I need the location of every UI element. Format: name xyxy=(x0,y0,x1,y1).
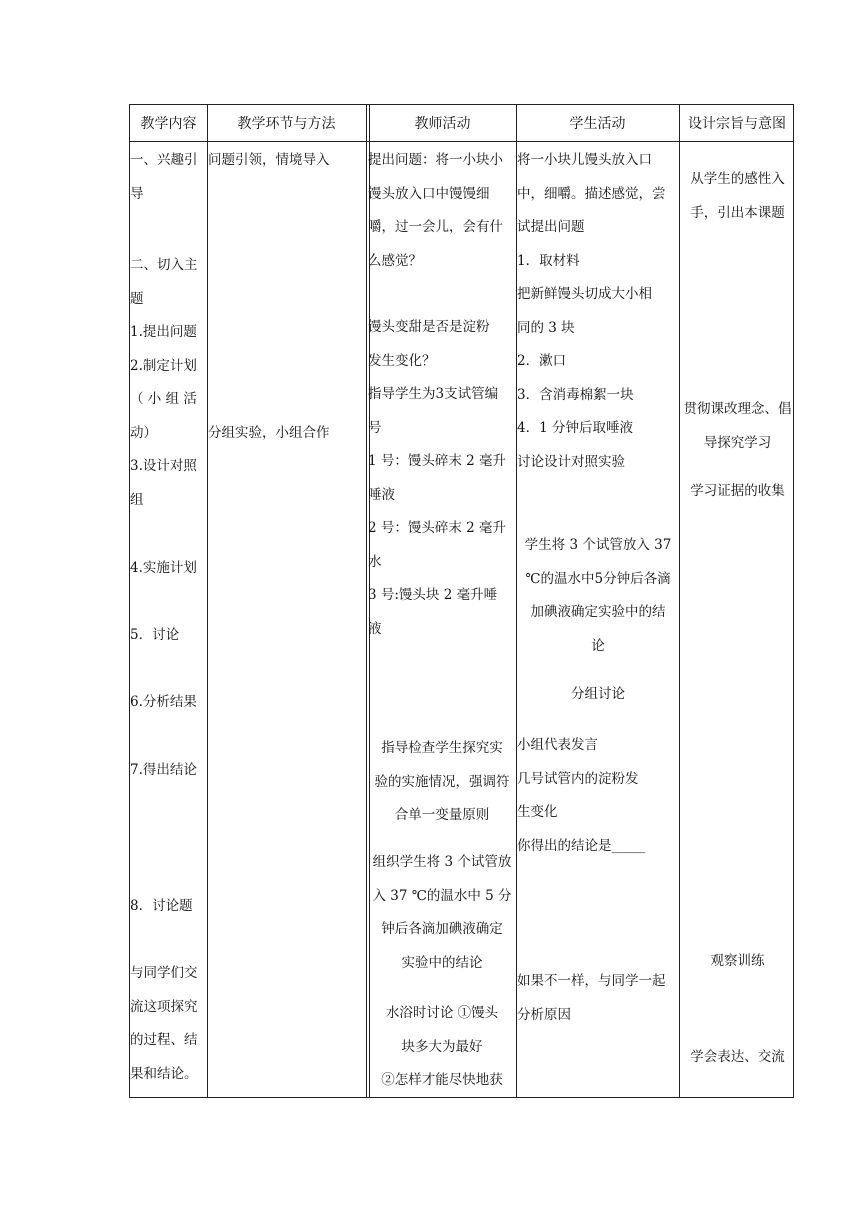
teacher-line: ②怎样才能尽快地获 xyxy=(381,1072,503,1088)
method-line: 分组实验，小组合作 xyxy=(208,425,330,441)
content-line: 3.设计对照 xyxy=(130,458,197,474)
intent-line: 手，引出本课题 xyxy=(690,204,785,221)
content-line: 与同学们交 xyxy=(130,965,198,981)
content-step xyxy=(130,552,206,586)
content-line: （ 小 组 活 xyxy=(130,391,197,407)
student-line: 中，细嚼。描述感觉，尝 xyxy=(517,185,666,202)
teacher-line: 水 xyxy=(368,553,382,570)
student-line: 学生将 3 个试管放入 37 xyxy=(524,537,672,553)
intent-line: 贯彻课改理念、倡 xyxy=(683,401,792,417)
student-line: 分析原因 xyxy=(517,1006,571,1023)
student-line: ℃的温水中5分钟后各滴 xyxy=(525,570,671,587)
content-step xyxy=(130,890,206,924)
content-line: 6.分析结果 xyxy=(130,694,197,710)
student-line: 分组讨论 xyxy=(571,686,625,702)
method-line: 问题引领，情境导入 xyxy=(208,152,330,168)
content-line: 4.实施计划 xyxy=(130,560,197,576)
student-line: 将一小块儿馒头放入口 xyxy=(517,152,652,168)
method-group xyxy=(208,417,366,451)
content-line: 5．讨论 xyxy=(130,627,180,643)
column-divider xyxy=(366,105,367,1097)
method-intro xyxy=(208,144,366,178)
student-line: 2．漱口 xyxy=(517,353,567,369)
intent-line: 导探究学习 xyxy=(703,434,772,451)
content-line: 组 xyxy=(130,491,144,508)
teacher-line: 水浴时讨论 ①馒头 xyxy=(385,1005,499,1021)
student-line: 加碘液确定实验中的结 xyxy=(530,604,666,620)
content-line: 导 xyxy=(130,185,144,202)
student-line: 同的 3 块 xyxy=(517,319,575,336)
header-method: 教学环节与方法 xyxy=(237,116,336,132)
content-step xyxy=(130,619,206,653)
student-steps xyxy=(517,144,679,479)
content-line: 7.得出结论 xyxy=(130,762,197,778)
student-line: 几号试管内的淀粉发 xyxy=(517,770,639,787)
intent-observation xyxy=(680,945,795,979)
teacher-line: 合单一变量原则 xyxy=(394,807,490,823)
teacher-line: 块多大为最好 xyxy=(401,1038,483,1055)
teacher-line: 号 xyxy=(368,419,382,436)
student-line: 1．取材料 xyxy=(517,252,580,269)
student-line: 4．1 分钟后取唾液 xyxy=(517,420,633,436)
intent-intro xyxy=(680,163,795,230)
student-experiment xyxy=(517,529,679,663)
header-intent: 设计宗旨与意图 xyxy=(688,116,786,132)
student-line: 你得出的结论是_____ xyxy=(517,837,646,854)
teacher-line: 实验中的结论 xyxy=(401,954,483,971)
teacher-question xyxy=(368,144,516,278)
student-line: 小组代表发言 xyxy=(517,737,598,753)
teacher-line: 入 37 ℃的温水中 5 分 xyxy=(372,887,512,904)
teacher-guidance xyxy=(368,311,516,646)
intent-inquiry xyxy=(680,393,795,460)
student-analysis xyxy=(517,965,679,1032)
teacher-line: 组织学生将 3 个试管放 xyxy=(372,854,512,870)
student-line: 试提出问题 xyxy=(517,219,585,235)
teacher-line: 验的实施情况，强调符 xyxy=(374,773,510,790)
teacher-line: 指导学生为3支试管编 xyxy=(368,386,499,402)
content-line: 题 xyxy=(130,290,144,307)
intent-expression xyxy=(680,1041,795,1075)
student-line: 如果不一样，与同学一起 xyxy=(517,973,666,989)
header-student: 学生活动 xyxy=(569,116,626,132)
teacher-line: 馒头放入口中馒馒细 xyxy=(368,185,490,202)
teacher-line: 指导检查学生探究实 xyxy=(381,740,503,756)
student-line: 3．含消毒棉絮一块 xyxy=(517,386,634,403)
teacher-line: 嚼，过一会儿，会有什 xyxy=(368,219,503,235)
teacher-check xyxy=(368,732,516,833)
content-closing xyxy=(130,957,206,1091)
teacher-line: 发生变化？ xyxy=(368,352,436,369)
content-line: 一、兴趣引 xyxy=(130,152,198,168)
intent-line: 从学生的感性入 xyxy=(690,171,785,187)
intent-line: 学习证据的收集 xyxy=(690,483,785,499)
teacher-line: 唾液 xyxy=(368,486,395,503)
teacher-discussion xyxy=(368,997,516,1098)
lesson-plan-table xyxy=(129,104,794,1098)
student-line: 论 xyxy=(591,637,605,654)
content-line: 二、切入主 xyxy=(130,257,198,273)
intent-line: 观察训练 xyxy=(710,953,765,969)
content-line: 动） xyxy=(130,424,157,441)
intent-evidence xyxy=(680,475,795,509)
content-line: 8．讨论题 xyxy=(130,898,193,914)
header-divider xyxy=(130,141,793,142)
teacher-line: 提出问题：将一小块小 xyxy=(368,152,503,168)
header-teacher: 教师活动 xyxy=(414,116,471,132)
column-divider xyxy=(207,105,208,1097)
teacher-line: 3 号:馒头块 2 毫升唾 xyxy=(368,587,498,603)
content-line: 的过程、结 xyxy=(130,1032,198,1048)
content-line: 流这项探究 xyxy=(130,998,198,1015)
content-main xyxy=(130,249,206,517)
content-line: 果和结论。 xyxy=(130,1065,198,1082)
student-line: 把新鲜馒头切成大小相 xyxy=(517,286,652,302)
content-line: 2.制定计划 xyxy=(130,357,197,374)
student-report xyxy=(517,729,679,863)
teacher-line: 钟后各滴加碘液确定 xyxy=(381,921,503,937)
header-content: 教学内容 xyxy=(140,116,197,132)
student-group-discussion xyxy=(517,678,679,712)
student-line: 生变化 xyxy=(517,804,558,820)
teacher-line: 么感觉？ xyxy=(368,252,422,269)
teacher-line: 1 号：馒头碎末 2 毫升 xyxy=(368,453,507,469)
content-step xyxy=(130,754,206,788)
teacher-line: 2 号：馒头碎末 2 毫升 xyxy=(368,520,507,536)
content-step xyxy=(130,686,206,720)
teacher-line: 馒头变甜是否是淀粉 xyxy=(368,319,490,335)
student-line: 讨论设计对照实验 xyxy=(517,453,625,470)
teacher-line: 液 xyxy=(368,620,382,637)
teacher-organize xyxy=(368,846,516,980)
intent-line: 学会表达、交流 xyxy=(690,1049,785,1065)
content-line: 1.提出问题 xyxy=(130,324,197,340)
content-intro xyxy=(130,144,206,211)
